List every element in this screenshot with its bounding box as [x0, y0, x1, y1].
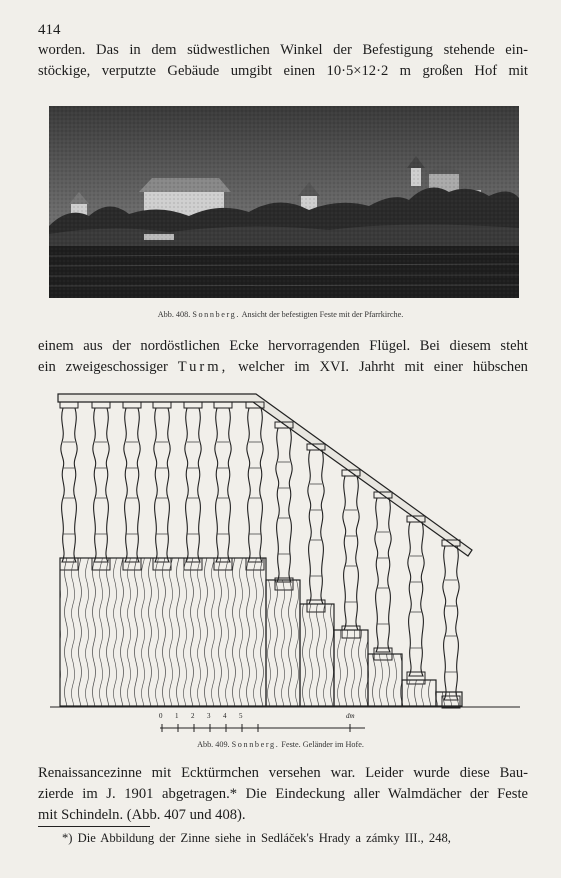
figure-caption: [0, 310, 561, 319]
scale-line: [150, 722, 380, 736]
caption-place: Sonnberg.: [192, 310, 240, 319]
text-line: mit Schindeln. (Abb. 407 und 408).: [38, 807, 246, 823]
balustrade-drawing: [50, 382, 530, 712]
scale-number: 4: [223, 712, 227, 720]
text-span: ein zweigeschossiger: [38, 359, 168, 375]
scale-number: 1: [175, 712, 179, 720]
scale-number: 5: [239, 712, 243, 720]
scale-number: 0: [159, 712, 163, 720]
caption-label: Abb. 408.: [157, 310, 191, 319]
caption-text: Feste. Geländer im Hofe.: [281, 740, 364, 749]
text-line: Renaissancezinne mit Ecktürmchen versehen war. Leider wurde diese Bau-: [38, 765, 528, 781]
fortress-photograph: [49, 106, 519, 298]
text-line: worden. Das in dem südwestlichen Winkel der Befestigung stehende ein-: [38, 42, 528, 58]
footnote-rule: [38, 826, 150, 827]
scale-unit: dm: [346, 712, 355, 720]
scale-number: 3: [207, 712, 211, 720]
caption-place: Sonnberg.: [231, 740, 280, 749]
caption-label: Abb. 409.: [197, 740, 230, 749]
text-line: zierde im J. 1901 abgetragen.* Die Eindeckung aller Walmdächer der Feste: [38, 786, 528, 802]
text-line: [38, 357, 528, 378]
paragraph-intro: [38, 40, 528, 82]
caption-text: Ansicht der befestigten Feste mit der Pfarrkirche.: [241, 310, 404, 319]
text-line: einem aus der nordöstlichen Ecke hervorragenden Flügel. Bei diesem steht: [38, 338, 528, 354]
page-number: 414: [38, 22, 61, 38]
scale-bar: [150, 712, 380, 740]
paragraph-wing: [38, 336, 528, 378]
text-span: welcher im XVI. Jahrht mit einer hübschen: [238, 359, 528, 375]
scale-number: 2: [191, 712, 195, 720]
figure-caption: [0, 740, 561, 749]
text-line: stöckige, verputzte Gebäude umgibt einen 10·5×12·2 m großen Hof mit: [38, 63, 528, 79]
emphasized-word: Turm,: [177, 359, 229, 375]
paragraph-renaissance: [38, 763, 528, 826]
footnote: *) Die Abbildung der Zinne siehe in Sedláček's Hrady a zámky III., 248,: [62, 831, 451, 845]
